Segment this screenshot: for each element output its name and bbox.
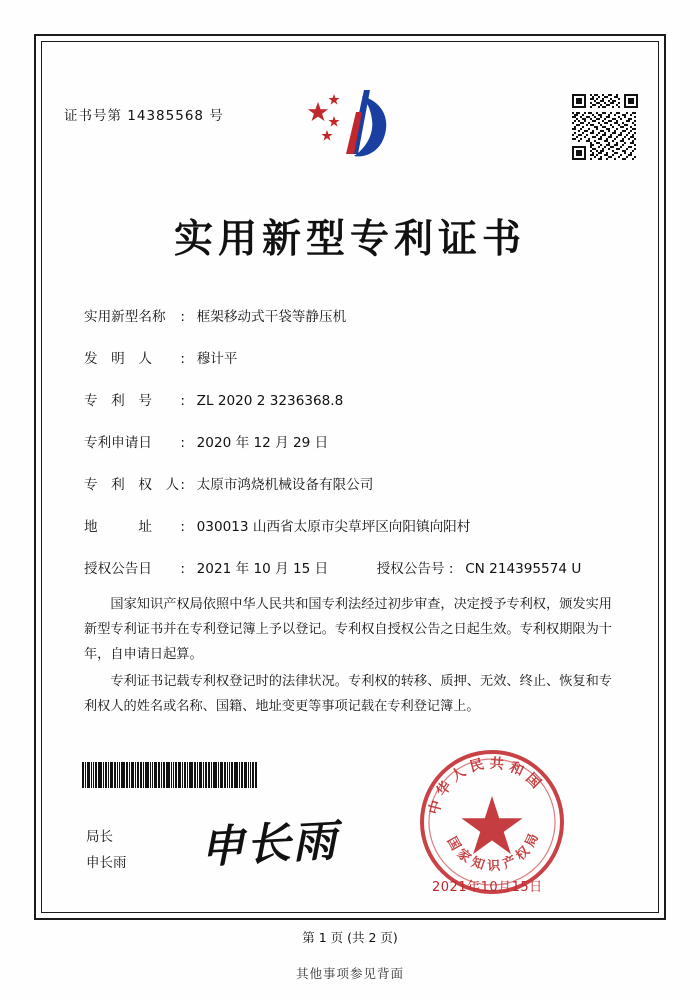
field-label-patentee: 专 利 权 人 [84,477,180,493]
field-colon: : [180,519,185,535]
field-colon: : [180,393,185,409]
field-row-name [84,296,614,338]
field-label-grant-date: 授权公告日 [84,561,152,577]
barcode [82,762,274,788]
field-row-grant [84,548,614,590]
field-list [84,296,614,590]
field-row-address [84,506,614,548]
paragraph-2: 专利证书记载专利权登记时的法律状况。专利权的转移、质押、无效、终止、恢复和专利权人的姓名或名称、国籍、地址变更等事项记载在专利登记簿上。 [84,674,612,714]
field-value-grant-date: 2021 年 10 月 15 日 [196,561,329,577]
field-row-application-date [84,422,614,464]
field-value-patentee: 太原市鸿烧机械设备有限公司 [196,477,374,493]
field-label-address: 地 址 [84,519,152,535]
footer-note: 其他事项参见背面 [295,966,404,981]
handwritten-signature: 申长雨 [199,816,340,873]
field-label-application-date: 专利申请日 [84,435,152,451]
paragraph-1: 国家知识产权局依照中华人民共和国专利法经过初步审查，决定授予专利权，颁发实用新型专利证书并在专利登记簿上予以登记。专利权自授权公告之日起生效。专利权期限为十年，自申请日起算。 [84,597,612,662]
field-value-grant-number: CN 214395574 U [465,561,582,577]
field-colon: : [180,351,185,367]
field-value-application-date: 2020 年 12 月 29 日 [196,435,329,451]
field-colon: : [180,309,185,325]
field-label-grant-number: 授权公告号 [376,561,445,577]
seal-date: 2021年10月15日 [432,880,543,895]
page-number: 第 1 页 (共 2 页) [302,930,398,945]
field-label-patent-number: 专 利 号 [84,393,152,409]
certificate-number: 证书号第 14385568 号 [64,108,224,124]
director-name-label: 申长雨 [86,855,127,871]
field-label-name: 实用新型名称 [84,309,166,325]
field-colon: : [180,435,185,451]
cnipa-logo [300,86,398,162]
legal-text [84,592,612,721]
field-row-patent-number [84,380,614,422]
page-title: 实用新型专利证书 [173,217,526,262]
svg-text:中 华 人 民 共 和 国: 中 华 人 民 共 和 国 [426,755,544,817]
director-title-label: 局长 [86,829,113,845]
field-value-address: 030013 山西省太原市尖草坪区向阳镇向阳村 [196,519,471,535]
svg-text:国 家 知 识 产 权 局: 国 家 知 识 产 权 局 [443,831,542,875]
field-value-name: 框架移动式干袋等静压机 [196,309,347,325]
field-value-patent-number: ZL 2020 2 3236368.8 [196,393,344,409]
field-colon: : [180,561,185,577]
field-colon: : [180,477,185,493]
qr-code [572,94,638,160]
field-row-inventor [84,338,614,380]
field-value-inventor: 穆计平 [196,351,238,367]
field-row-patentee [84,464,614,506]
field-colon: : [448,561,454,577]
field-label-inventor: 发 明 人 [84,351,152,367]
signature-labels [86,824,127,876]
